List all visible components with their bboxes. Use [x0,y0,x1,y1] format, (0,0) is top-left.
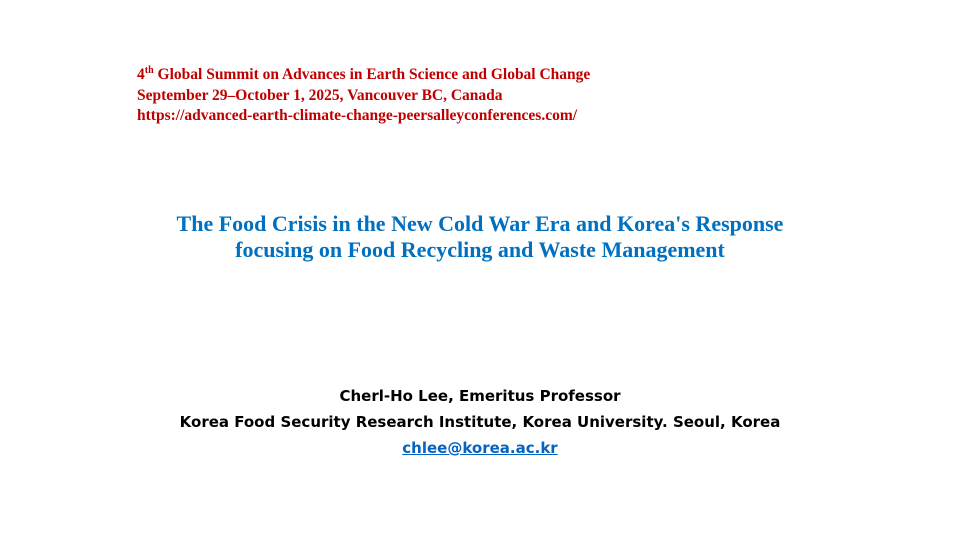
conference-ordinal-number: 4 [137,66,145,83]
conference-dates-location: September 29–October 1, 2025, Vancouver BC, Canada [137,86,503,104]
conference-ordinal-suffix: th [144,64,154,76]
conference-name-text: Global Summit on Advances in Earth Science and Global Change [153,66,591,83]
title-line-2: focusing on Food Recycling and Waste Management [235,237,725,262]
author-email-line [0,435,960,461]
title-line-1: The Food Crisis in the New Cold War Era and Korea's Response [176,211,784,236]
author-email-link[interactable]: chlee@korea.ac.kr [402,439,558,457]
author-affiliation: Korea Food Security Research Institute, Korea University. Seoul, Korea [179,413,781,431]
conference-url: https://advanced-earth-climate-change-peersalleyconferences.com/ [137,107,578,124]
conference-name [137,65,590,86]
author-info [0,383,960,461]
author-name-role: Cherl-Ho Lee, Emeritus Professor [339,387,621,405]
conference-info [137,65,590,127]
presentation-title [0,211,960,263]
